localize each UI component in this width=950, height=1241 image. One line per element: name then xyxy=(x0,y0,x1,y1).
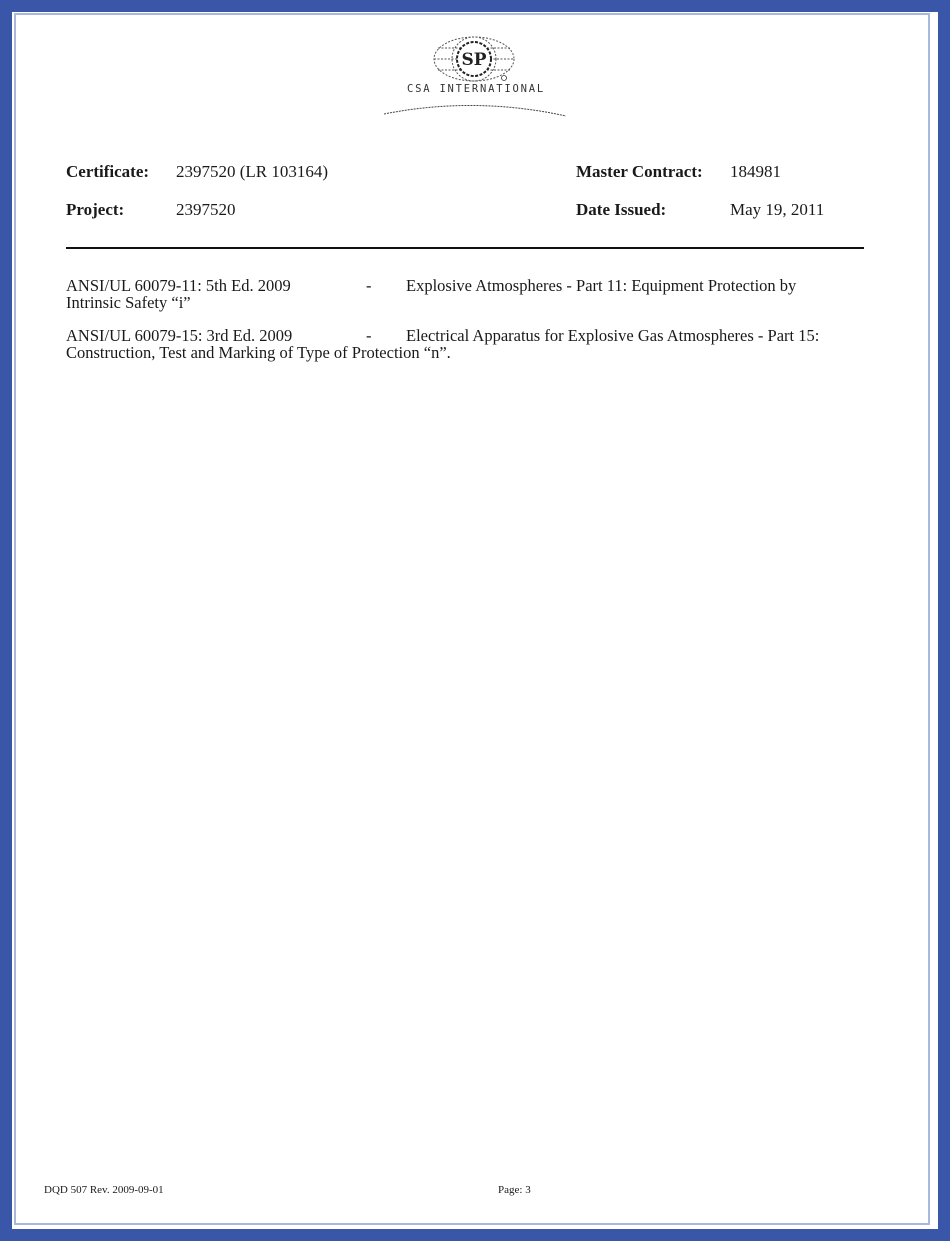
project-label: Project: xyxy=(66,200,125,219)
standard-title: Electrical Apparatus for Explosive Gas Atmospheres - Part 15: xyxy=(406,326,820,345)
logo-wordmark: CSA INTERNATIONAL xyxy=(406,83,546,95)
standard-separator: - xyxy=(366,326,372,345)
standard-title-continued: Intrinsic Safety “i” xyxy=(66,293,191,312)
csa-globe-logo-icon xyxy=(380,32,570,122)
form-reference: DQD 507 Rev. 2009-09-01 xyxy=(44,1184,164,1196)
standard-title-continued: Construction, Test and Marking of Type of Protection “n”. xyxy=(66,343,451,362)
standard-title: Explosive Atmospheres - Part 11: Equipment Protection by xyxy=(406,276,797,295)
standard-separator: - xyxy=(366,276,372,295)
page-number: Page: 3 xyxy=(498,1184,531,1196)
master-contract-value: 184981 xyxy=(730,162,781,181)
date-issued-value: May 19, 2011 xyxy=(730,200,825,219)
standard-code: ANSI/UL 60079-15: 3rd Ed. 2009 xyxy=(66,326,293,345)
certificate-value: 2397520 (LR 103164) xyxy=(176,162,329,181)
project-value: 2397520 xyxy=(176,200,236,219)
standard-item xyxy=(66,327,856,361)
svg-text:SP: SP xyxy=(461,50,487,70)
certificate-label: Certificate: xyxy=(66,162,150,181)
master-contract-label: Master Contract: xyxy=(576,162,703,181)
date-issued-label: Date Issued: xyxy=(576,200,667,219)
standard-item xyxy=(66,277,856,311)
page-inner-border xyxy=(14,13,930,1225)
header-divider xyxy=(66,247,864,249)
standard-code: ANSI/UL 60079-11: 5th Ed. 2009 xyxy=(66,276,291,295)
